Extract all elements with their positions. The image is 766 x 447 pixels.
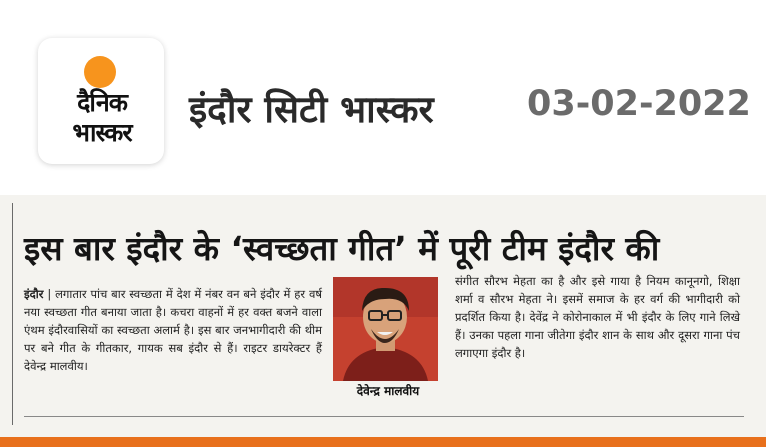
logo-line2: भास्कर [72,118,132,147]
publication-date: 03-02-2022 [527,84,751,124]
logo-wordmark [46,88,158,148]
accent-bar [0,437,766,447]
article-left-text: लगातार पांच बार स्वच्छता में देश में नंबर वन बने इंदौर में हर वर्ष नया स्वच्छता गीत बनाया जाता है। कचरा वाहनों में हर वक्त बजने वाला एंथम इंदौरवासियों का स्वच्छता अलार्म है। इस बार जनभागीदारी की थीम पर बने गीत के गीतकार, गायक सब इंदौर से हैं। राइटर डायरेक्टर हैं देवेन्द्र मालवीय। [24,287,323,373]
article-right-column: संगीत सौरभ मेहता का है और इसे गाया है नियम कानूनगो, शिक्षा शर्मा व सौरभ मेहता ने। इसमें समाज के हर वर्ग की भागीदारी को प्रदर्शित किया है। देवेंद्र ने कोरोनाकाल में भी इंदौर के लिए गाने लिखे हैं। उनका पहला गाना जीतेगा इंदौर शान के साथ और दूसरा गाना पंच लगाएगा इंदौर है। [455,274,740,360]
sun-logo-icon [84,56,116,88]
header [0,0,766,185]
column-rule [12,203,13,425]
portrait-image [333,277,438,381]
newspaper-clipping [0,195,766,447]
article-left-column [24,285,322,375]
portrait-photo [333,277,438,381]
bottom-rule [24,416,744,417]
dateline-separator: | [47,287,56,301]
publication-title: इंदौर सिटी भास्कर [189,88,434,131]
photo-caption: देवेन्द्र मालवीय [356,384,420,398]
article-headline: इस बार इंदौर के ‘स्वच्छता गीत’ में पूरी टीम इंदौर की [24,229,660,268]
logo-line1: दैनिक [77,88,127,117]
article-dateline: इंदौर [24,287,44,301]
